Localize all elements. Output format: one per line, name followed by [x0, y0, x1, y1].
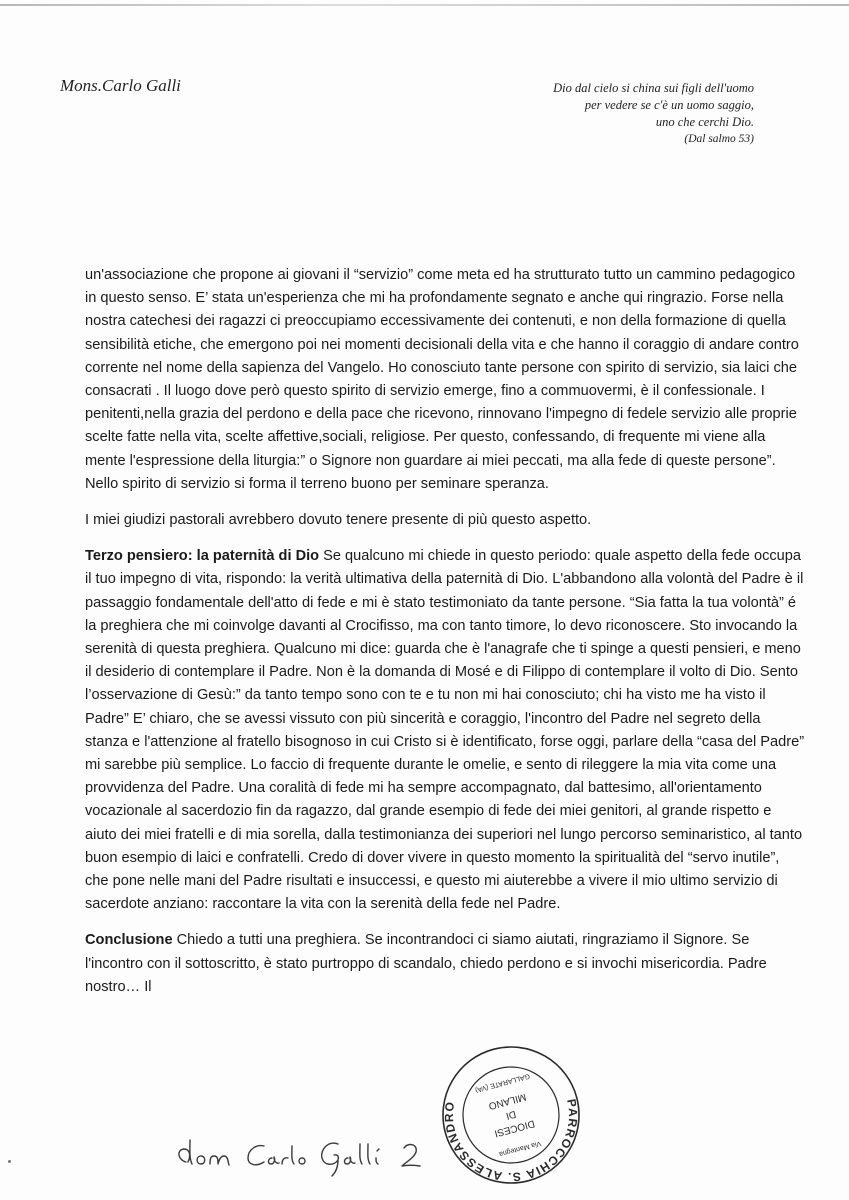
section-heading: Terzo pensiero: la paternità di Dio	[85, 548, 320, 565]
stamp-inner-line: MILANO	[487, 1090, 528, 1112]
paragraph-terzo-pensiero	[85, 545, 805, 916]
epigraph-line: per vedere se c'è un uomo saggio,	[584, 98, 754, 112]
stamp-outer-text: PARROCCHIA S. ALESSANDRO	[441, 1097, 581, 1185]
scan-edge-line	[0, 4, 849, 6]
section-text: Se qualcuno mi chiede in questo periodo: quale aspetto della fede occupa il tuo impegno di vita, rispondo: la verità ultimativa della paternità di Dio. L'abbandono alla volontà del Padre è il passaggio fondamentale dell'atto di fede e mi è stato testimoniato da tante persone. “Sia fatta la tua volontà” é la preghiera che mi coinvolge davanti al Crocifisso, ma con tanto timore, lo devo riconoscere. Sto invocando la serenità di questa preghiera. Qualcuno mi dice: guarda che è l'anagrafe che ti spinge a questi pensieri, e meno il desiderio di contemplare il Padre. Non è la domanda di Mosé e di Filippo di contemplare il volto di Dio. Sento l’osservazione di Gesù:” da tanto tempo sono con te e tu non mi hai conosciuto; chi ha visto me ha visto il Padre” E’ chiaro, che se avessi vissuto con più sincerità e coraggio, l'incontro del Padre nel segreto della stanza e l'attenzione al fratello bisognoso in cui Cristo si è identificato, forse oggi, parlare della “casa del Padre” mi sarebbe più semplice. Lo faccio di frequente durante le omelie, e sento di rileggere la mia vita come una provvidenza del Padre. Una coralità di fede mi ha sempre accompagnato, dal battesimo, all'orientamento vocazionale al sacerdozio fin da ragazzo, dal grande esempio di fede dei miei genitori, al grande rispetto e aiuto dei miei fratelli e di mia sorella, dalla testimonianza dei superiori nel lungo percorso seminaristico, al tanto buon esempio di laici e confratelli. Credo di dover vivere in questo momento la spiritualità del “servo inutile”, che pone nelle mani del Padre risultati e insuccessi, e questo mi aiuterebbe a vivere il mio ultimo servizio di sacerdote anziano: raccontare la vita con la serenità della fede nel Padre.	[85, 548, 805, 913]
section-text: Chiedo a tutti una preghiera. Se incontrandoci ci siamo aiutati, ringraziamo il Signore. Se l'incontro con il sottoscritto, è stato purtroppo di scandalo, chiedo perdono e si invochi misericordia. Padre nostro… Il	[85, 932, 767, 995]
paragraph-servizio: un'associazione che propone ai giovani il “servizio” come meta ed ha strutturato tutto un cammino pedagogico in questo senso. E’ stata un'esperienza che mi ha profondamente segnato e anche qui ringrazio. Forse nella nostra catechesi dei ragazzi ci preoccupiamo eccessivamente dei contenuti, e non della formazione di quella sensibilità etiche, che emergono poi nei momenti decisionali della vita e che hanno il coraggio di andare contro corrente nel nome della sapienza del Vangelo. Ho conosciuto tante persone con spirito di servizio, sia laici che consacrati . Il luogo dove però questo spirito di servizio emerge, fino a commuovermi, è il confessionale. I penitenti,nella grazia del perdono e della pace che ricevono, rinnovano l'impegno di fedele servizio alle proprie scelte fatte nella vita, scelte affettive,sociali, religiose. Per questo, confessando, di frequente mi viene alla mente l'espressione della liturgia:” o Signore non guardare ai miei peccati, ma alla fede di queste persone”. Nello spirito di servizio si forma il terreno buono per seminare speranza.	[85, 267, 799, 492]
author-name: Mons.Carlo Galli	[60, 76, 181, 95]
stamp-place: GALLARATE (VA)	[474, 1071, 531, 1094]
epigraph	[454, 80, 754, 148]
stamp-street: Via Mantegna	[498, 1139, 542, 1158]
paragraph-giudizi: I miei giudizi pastorali avrebbero dovuto tenere presente di più questo aspetto.	[85, 512, 592, 529]
epigraph-source: (Dal salmo 53)	[684, 133, 754, 145]
stamp-inner-line: DI	[504, 1107, 518, 1122]
scan-speck	[8, 1160, 11, 1163]
document-body	[85, 264, 805, 1012]
handwritten-signature	[168, 1120, 438, 1180]
epigraph-line: Dio dal cielo si china sui figli dell'uomo	[553, 81, 754, 95]
stamp-inner-line: DIOCESI	[493, 1117, 536, 1139]
paragraph-conclusione	[85, 929, 805, 999]
epigraph-line: uno che cerchi Dio.	[655, 115, 754, 129]
section-heading: Conclusione	[85, 932, 173, 949]
parish-stamp	[436, 1040, 586, 1190]
